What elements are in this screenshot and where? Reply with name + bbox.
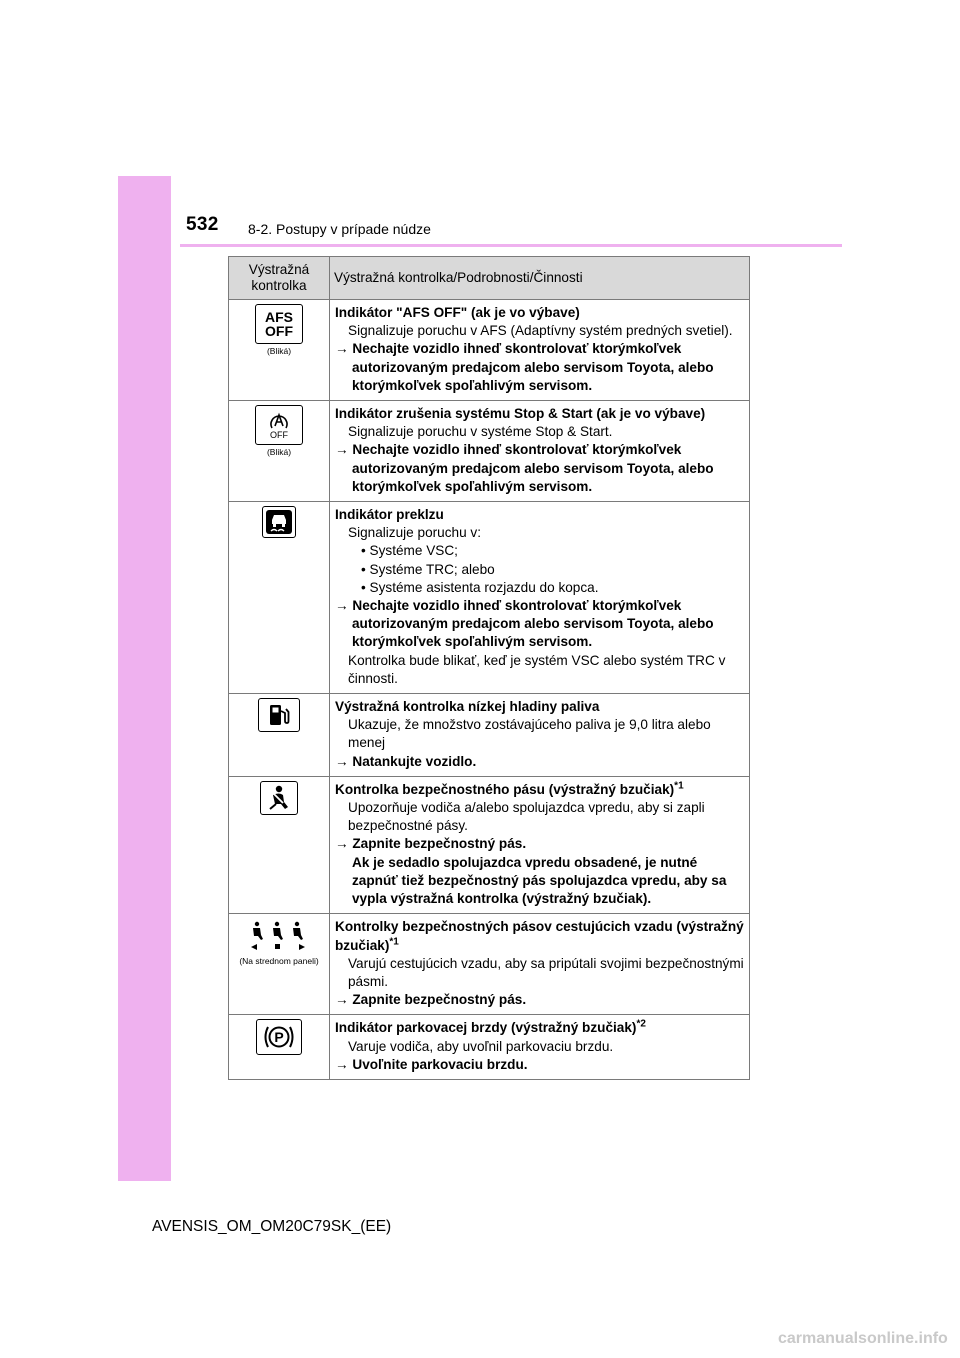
row-action bbox=[335, 1056, 745, 1074]
arrow-icon: → bbox=[335, 753, 353, 769]
chapter-side-band bbox=[118, 176, 171, 1181]
details-cell bbox=[330, 776, 750, 913]
seatbelt-icon bbox=[260, 781, 298, 815]
row-title bbox=[335, 1019, 745, 1037]
off-icon-label: OFF bbox=[270, 429, 288, 440]
section-title: 8-2. Postupy v prípade núdze bbox=[248, 221, 431, 237]
table-row bbox=[229, 776, 750, 913]
list-item: • Systéme asistenta rozjazdu do kopca. bbox=[361, 579, 599, 595]
icon-note: (Bliká) bbox=[266, 447, 292, 458]
details-cell bbox=[330, 300, 750, 401]
title-text: Kontrolky bezpečnostných pásov cestujúcich vzadu (výstražný bzučiak) bbox=[335, 919, 744, 953]
slip-indicator-icon bbox=[262, 506, 296, 538]
arrow-icon: → bbox=[335, 442, 353, 458]
arrow-icon: → bbox=[335, 836, 353, 852]
action-text: Zapnite bezpečnostný pás. bbox=[352, 836, 527, 852]
indicator-cell bbox=[229, 1015, 330, 1080]
header-divider bbox=[180, 244, 842, 247]
details-cell bbox=[330, 914, 750, 1015]
indicator-cell bbox=[229, 694, 330, 777]
stop-start-off-icon bbox=[255, 405, 303, 445]
details-cell bbox=[330, 401, 750, 502]
row-action bbox=[335, 753, 745, 771]
afs-icon-label: AFS bbox=[265, 309, 293, 325]
fuel-pump-glyph bbox=[268, 703, 290, 727]
row-description: Signalizuje poruchu v AFS (Adaptívny systém predných svetiel). bbox=[348, 323, 733, 339]
circled-p-glyph bbox=[262, 1023, 296, 1051]
row-title: Výstražná kontrolka nízkej hladiny paliva bbox=[335, 699, 600, 715]
svg-text:P: P bbox=[274, 1029, 284, 1046]
details-cell bbox=[330, 502, 750, 694]
title-text: Indikátor parkovacej brzdy (výstražný bzučiak) bbox=[335, 1020, 637, 1036]
row-action bbox=[335, 597, 745, 652]
bullet-text: Systéme TRC; alebo bbox=[369, 561, 495, 577]
watermark: carmanualsonline.info bbox=[778, 1330, 948, 1347]
rear-seatbelt-icon bbox=[241, 918, 317, 954]
row-action bbox=[335, 835, 745, 853]
icon-note: (Bliká) bbox=[266, 346, 292, 356]
document-code: AVENSIS_OM_OM20C79SK_(EE) bbox=[152, 1218, 392, 1235]
table-row bbox=[229, 401, 750, 502]
icon-note: (Na strednom paneli) bbox=[239, 956, 319, 967]
row-title: Indikátor zrušenia systému Stop & Start (ak je vo výbave) bbox=[335, 406, 706, 422]
table-row bbox=[229, 694, 750, 777]
indicator-cell bbox=[229, 300, 330, 401]
row-title bbox=[335, 918, 745, 954]
indicator-cell bbox=[229, 502, 330, 694]
column-header-details: Výstražná kontrolka/Podrobnosti/Činnosti bbox=[330, 257, 750, 300]
parking-brake-icon bbox=[256, 1019, 302, 1055]
arrow-icon: → bbox=[335, 1056, 353, 1072]
details-cell bbox=[330, 694, 750, 777]
row-action bbox=[335, 340, 745, 395]
row-description: Varuje vodiča, aby uvoľnil parkovaciu brzdu. bbox=[348, 1038, 614, 1054]
title-text: Kontrolka bezpečnostného pásu (výstražný bzučiak) bbox=[335, 781, 675, 797]
table-row bbox=[229, 300, 750, 401]
row-action bbox=[335, 441, 745, 496]
seated-person-belt-glyph bbox=[267, 785, 291, 811]
table-header-row bbox=[229, 257, 750, 300]
warning-lights-table bbox=[228, 256, 750, 1080]
action-text: Zapnite bezpečnostný pás. bbox=[352, 992, 527, 1008]
row-description: Signalizuje poruchu v: bbox=[348, 525, 481, 541]
row-title: Indikátor preklzu bbox=[335, 507, 444, 523]
details-cell bbox=[330, 1015, 750, 1080]
table-row bbox=[229, 1015, 750, 1080]
row-description: Varujú cestujúcich vzadu, aby sa pripútali svojimi bezpečnostnými pásmi. bbox=[348, 955, 744, 989]
afs-off-icon bbox=[255, 304, 303, 344]
arrow-icon: → bbox=[335, 992, 353, 1008]
action-text: Nechajte vozidlo ihneď skontrolovať ktorýmkoľvek autorizovaným predajcom alebo servisom Toyota, alebo ktorýmkoľvek spoľahlivým servisom. bbox=[352, 341, 714, 393]
page-number: 532 bbox=[186, 214, 219, 235]
row-title: Indikátor "AFS OFF" (ak je vo výbave) bbox=[335, 305, 580, 320]
action-text: Nechajte vozidlo ihneď skontrolovať ktorýmkoľvek autorizovaným predajcom alebo servisom Toyota, alebo ktorýmkoľvek spoľahlivým servisom. bbox=[352, 442, 714, 494]
table-row bbox=[229, 502, 750, 694]
row-description: Ukazuje, že množstvo zostávajúceho paliva je 9,0 litra alebo menej bbox=[348, 717, 711, 751]
action-text: Natankujte vozidlo. bbox=[352, 753, 477, 769]
arrow-icon: → bbox=[335, 598, 353, 614]
action-text: Uvoľnite parkovaciu brzdu. bbox=[352, 1056, 528, 1072]
indicator-cell bbox=[229, 401, 330, 502]
row-description: Upozorňuje vodiča a/alebo spolujazdca vpredu, aby si zapli bezpečnostné pásy. bbox=[348, 800, 705, 834]
footnote-ref: *2 bbox=[636, 1018, 646, 1030]
footnote-ref: *1 bbox=[674, 780, 684, 792]
off-icon-label: OFF bbox=[265, 323, 293, 339]
rear-seat-occupants-glyph bbox=[247, 920, 311, 952]
list-item: • Systéme TRC; alebo bbox=[361, 561, 495, 577]
bullet-text: Systéme VSC; bbox=[369, 543, 458, 559]
row-action-extra: Ak je sedadlo spolujazdca vpredu obsadené, je nutné zapnúť tiež bezpečnostný pás spolujazdca vpredu, aby sa vypla výstražná kontrolka (výstražný bzučiak). bbox=[352, 854, 727, 907]
row-extra-note: Kontrolka bude blikať, keď je systém VSC alebo systém TRC v činnosti. bbox=[348, 652, 726, 686]
column-header-indicator: Výstražná kontrolka bbox=[229, 257, 330, 300]
indicator-cell bbox=[229, 914, 330, 1015]
auto-stop-a-icon bbox=[268, 411, 290, 431]
list-item: • Systéme VSC; bbox=[361, 543, 458, 559]
action-text: Nechajte vozidlo ihneď skontrolovať ktorýmkoľvek autorizovaným predajcom alebo servisom Toyota, alebo ktorýmkoľvek spoľahlivým servisom. bbox=[352, 598, 714, 650]
bullet-list bbox=[335, 542, 745, 597]
fuel-pump-icon bbox=[258, 698, 300, 732]
row-description: Signalizuje poruchu v systéme Stop & Start. bbox=[348, 424, 613, 440]
bullet-text: Systéme asistenta rozjazdu do kopca. bbox=[369, 579, 599, 595]
indicator-cell bbox=[229, 776, 330, 913]
table-row bbox=[229, 914, 750, 1015]
footnote-ref: *1 bbox=[389, 935, 399, 947]
arrow-icon: → bbox=[335, 341, 353, 357]
row-title bbox=[335, 781, 745, 799]
skidding-car-icon bbox=[266, 510, 292, 534]
row-action bbox=[335, 991, 745, 1009]
